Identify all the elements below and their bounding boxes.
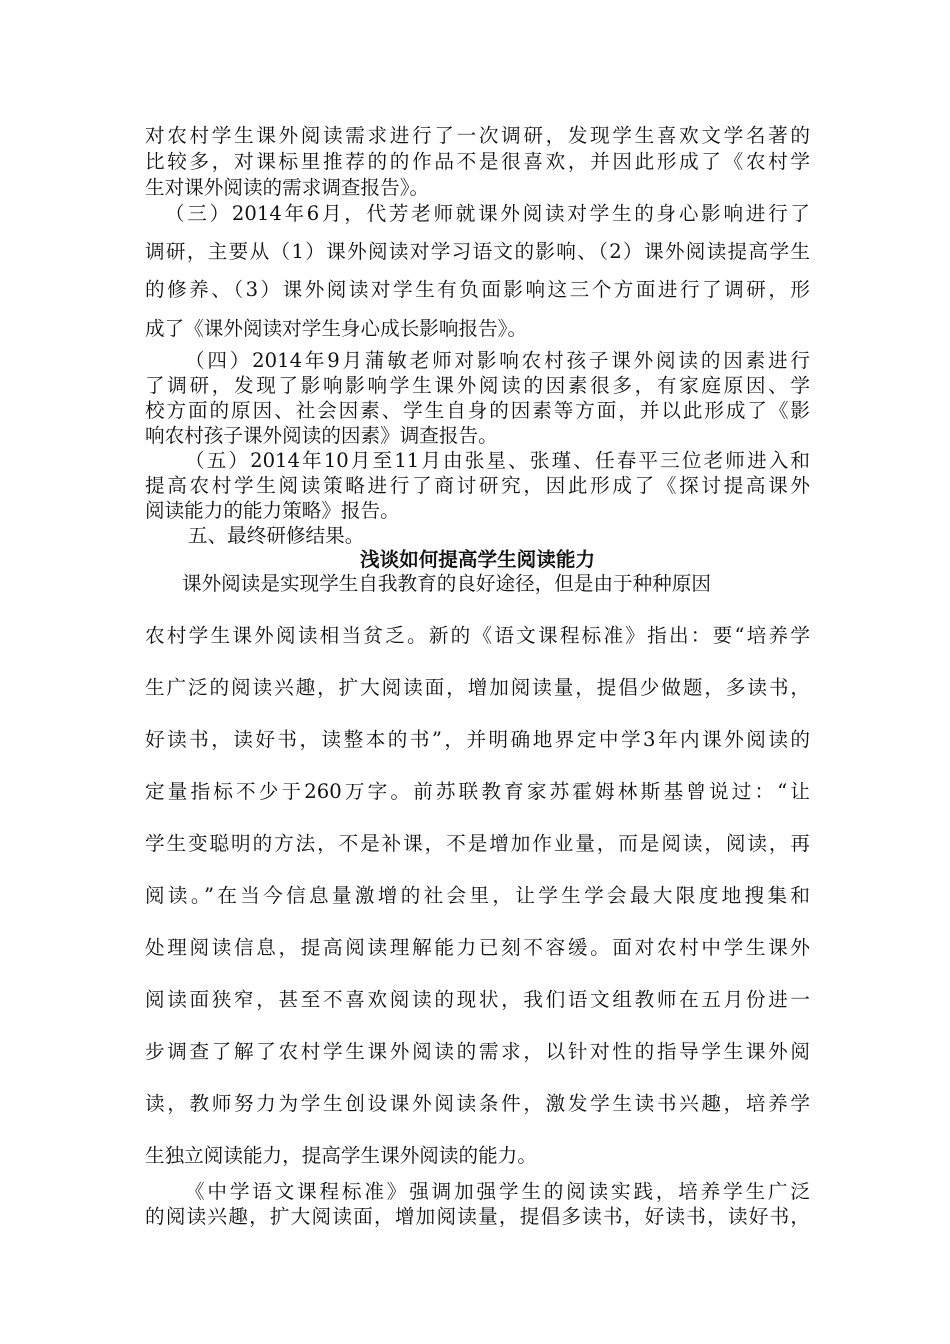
paragraph-line: 响农村孩子课外阅读的因素》调查报告。 bbox=[145, 424, 498, 447]
paragraph-line: 校方面的原因、社会因素、学生自身的因素等方面，并以此形成了《影 bbox=[145, 399, 810, 422]
paragraph-line: 农村学生课外阅读相当贫乏。新的《语文课程标准》指出：要“培养学 bbox=[145, 624, 810, 647]
paragraph-line: 的修养、（3）课外阅读对学生有负面影响这三个方面进行了调研，形 bbox=[145, 278, 810, 301]
paragraph-line: 比较多，对课标里推荐的的作品不是很喜欢，并因此形成了《农村学 bbox=[145, 150, 810, 173]
paragraph-line: 调研，主要从（1）课外阅读对学习语文的影响、（2）课外阅读提高学生 bbox=[145, 240, 810, 263]
paragraph-line: 提高农村学生阅读策略进行了商讨研究，因此形成了《探讨提高课外 bbox=[145, 474, 810, 497]
paragraph-line: 阅读面狭窄，甚至不喜欢阅读的现状，我们语文组教师在五月份进一 bbox=[145, 988, 810, 1011]
paragraph-line: 成了《课外阅读对学生身心成长影响报告》。 bbox=[145, 317, 528, 340]
paragraph-line: （三）2014年6月，代芳老师就课外阅读对学生的身心影响进行了 bbox=[165, 202, 810, 225]
section-heading: 五、最终研修结果。 bbox=[188, 524, 365, 547]
paragraph-line: 学生变聪明的方法，不是补课，不是增加作业量，而是阅读，阅读，再 bbox=[145, 832, 810, 855]
paragraph-line: 步调查了解了农村学生课外阅读的需求，以针对性的指导学生课外阅 bbox=[145, 1040, 810, 1063]
paragraph-line: 生独立阅读能力，提高学生课外阅读的能力。 bbox=[145, 1144, 537, 1167]
paragraph-line: 生广泛的阅读兴趣，扩大阅读面，增加阅读量，提倡少做题，多读书， bbox=[145, 676, 810, 699]
paragraph-line: 《中学语文课程标准》强调加强学生的阅读实践，培养学生广泛 bbox=[185, 1180, 810, 1203]
paragraph-line: 定量指标不少于260万字。前苏联教育家苏霍姆林斯基曾说过：“让 bbox=[145, 780, 810, 803]
article-title: 浅谈如何提高学生阅读能力 bbox=[359, 548, 596, 571]
paragraph-line: 的阅读兴趣，扩大阅读面，增加阅读量，提倡多读书，好读书，读好书， bbox=[145, 1205, 810, 1228]
paragraph-line: 了调研，发现了影响影响学生课外阅读的因素很多，有家庭原因、学 bbox=[145, 374, 810, 397]
paragraph-line: （四）2014年9月蒲敏老师对影响农村孩子课外阅读的因素进行 bbox=[185, 349, 810, 372]
paragraph-line: 阅读。”在当今信息量激增的社会里，让学生学会最大限度地搜集和 bbox=[145, 884, 810, 907]
paragraph-line: 读，教师努力为学生创设课外阅读条件，激发学生读书兴趣，培养学 bbox=[145, 1092, 810, 1115]
paragraph-line: 生对课外阅读的需求调查报告》。 bbox=[145, 176, 430, 199]
paragraph-line: 阅读能力的能力策略》报告。 bbox=[145, 499, 400, 522]
paragraph-line: 课外阅读是实现学生自我教育的良好途径，但是由于种种原因 bbox=[182, 572, 712, 595]
paragraph-line: 对农村学生课外阅读需求进行了一次调研，发现学生喜欢文学名著的 bbox=[145, 124, 810, 147]
paragraph-line: （五）2014年10月至11月由张星、张瑾、任春平三位老师进入和 bbox=[185, 449, 810, 472]
paragraph-line: 处理阅读信息，提高阅读理解能力已刻不容缓。面对农村中学生课外 bbox=[145, 936, 810, 959]
paragraph-line: 好读书，读好书，读整本的书”，并明确地界定中学3年内课外阅读的 bbox=[145, 728, 810, 751]
